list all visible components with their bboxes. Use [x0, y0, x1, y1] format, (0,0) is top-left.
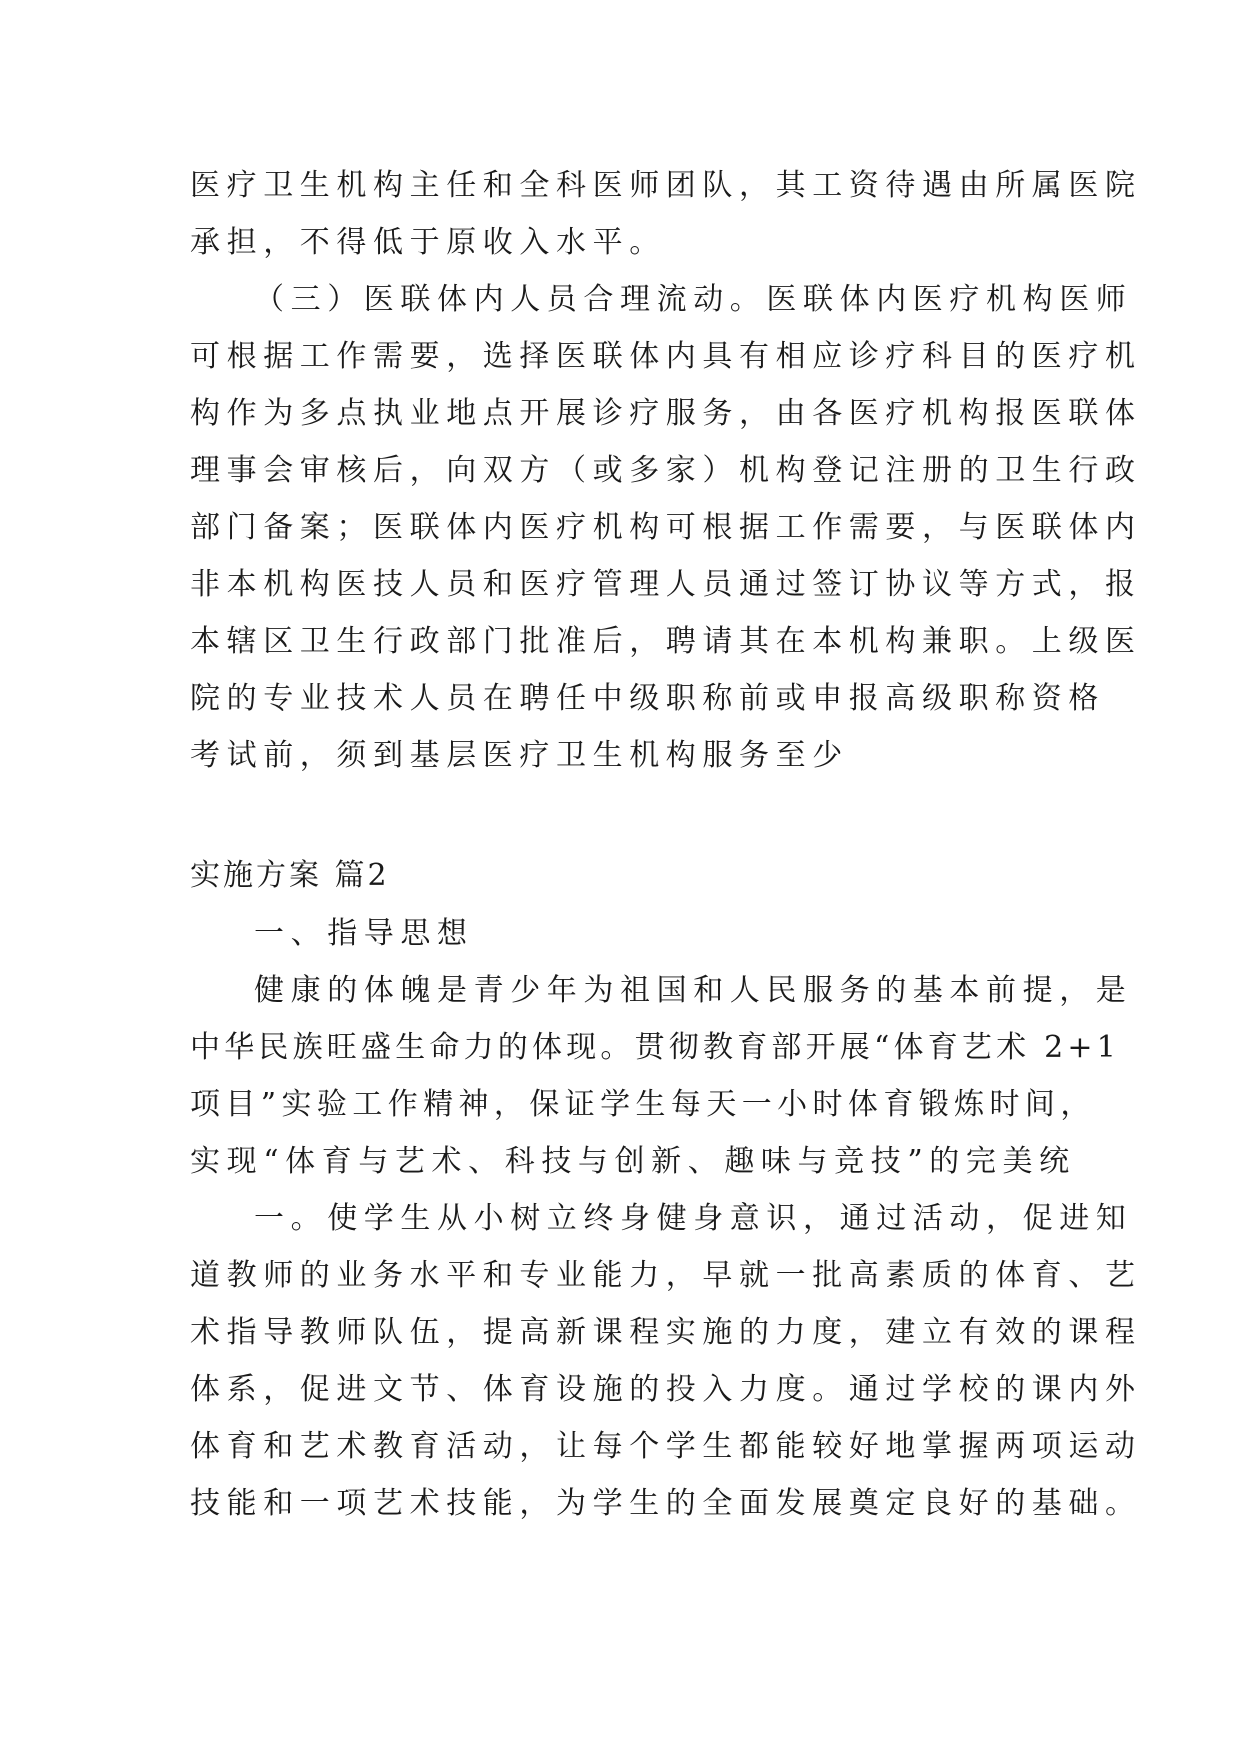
paragraph-line: 一。使学生从小树立终身健身意识，通过活动，促进知 — [254, 1201, 1133, 1236]
paragraph-line: 考试前，须到基层医疗卫生机构服务至少 — [190, 738, 849, 773]
paragraph-line: 体系，促进文节、体育设施的投入力度。通过学校的课内外 — [190, 1372, 1142, 1407]
paragraph-line: 健康的体魄是青少年为祖国和人民服务的基本前提，是 — [254, 973, 1133, 1008]
paragraph-line: 医疗卫生机构主任和全科医师团队，其工资待遇由所属医院 — [190, 168, 1142, 203]
paragraph-line: 道教师的业务水平和专业能力，早就一批高素质的体育、艺 — [190, 1258, 1142, 1293]
paragraph-line: 理事会审核后，向双方（或多家）机构登记注册的卫生行政 — [190, 453, 1142, 488]
paragraph-line: 构作为多点执业地点开展诊疗服务，由各医疗机构报医联体 — [190, 396, 1142, 431]
section-subheading: 一、指导思想 — [254, 916, 474, 951]
paragraph-line: 部门备案；医联体内医疗机构可根据工作需要，与医联体内 — [190, 510, 1142, 545]
section-title: 实施方案 篇2 — [190, 858, 390, 893]
paragraph-line: 技能和一项艺术技能，为学生的全面发展奠定良好的基础。 — [190, 1486, 1142, 1521]
paragraph-line: 院的专业技术人员在聘任中级职称前或申报高级职称资格 — [190, 681, 1105, 716]
paragraph-line: 术指导教师队伍，提高新课程实施的力度，建立有效的课程 — [190, 1315, 1142, 1350]
paragraph-line: 可根据工作需要，选择医联体内具有相应诊疗科目的医疗机 — [190, 339, 1142, 374]
paragraph-line: 实现“体育与艺术、科技与创新、趣味与竞技”的完美统 — [190, 1144, 1076, 1179]
paragraph-line: 非本机构医技人员和医疗管理人员通过签订协议等方式，报 — [190, 567, 1142, 602]
paragraph-line: 承担，不得低于原收入水平。 — [190, 225, 666, 260]
paragraph-line: 中华民族旺盛生命力的体现。贯彻教育部开展“体育艺术 2+1 — [190, 1030, 1120, 1065]
paragraph-line: 项目”实验工作精神，保证学生每天一小时体育锻炼时间， — [190, 1087, 1096, 1122]
paragraph-line: 体育和艺术教育活动，让每个学生都能较好地掌握两项运动 — [190, 1429, 1142, 1464]
paragraph-line: 本辖区卫生行政部门批准后，聘请其在本机构兼职。上级医 — [190, 624, 1142, 659]
paragraph-line: （三）医联体内人员合理流动。医联体内医疗机构医师 — [254, 282, 1133, 317]
